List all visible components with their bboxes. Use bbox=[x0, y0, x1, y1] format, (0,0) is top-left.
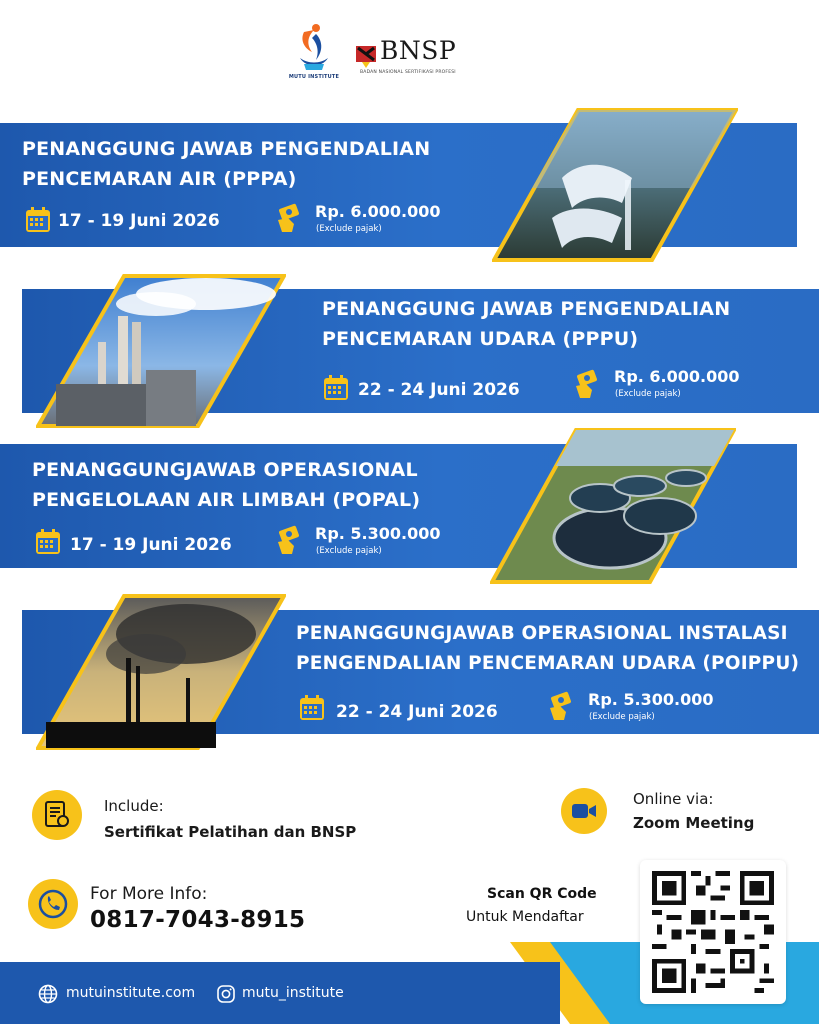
course-title-poippu: PENANGGUNGJAWAB OPERASIONAL INSTALASI PENGENDALIAN PENCEMARAN UDARA (POIPPU) bbox=[296, 623, 800, 674]
contact-phone[interactable]: 0817-7043-8915 bbox=[90, 907, 306, 933]
money-icon bbox=[572, 368, 602, 400]
course-price-note: (Exclude pajak) bbox=[316, 224, 382, 234]
course-date: 17 - 19 Juni 2026 bbox=[58, 211, 220, 231]
contact-label: For More Info: bbox=[90, 884, 208, 904]
mutu-institute-label: MUTU INSTITUTE bbox=[288, 74, 340, 80]
course-price-note: (Exclude pajak) bbox=[316, 546, 382, 556]
qr-label-scan: Scan QR Code bbox=[487, 886, 597, 902]
include-value: Sertifikat Pelatihan dan BNSP bbox=[104, 823, 357, 841]
qr-label-register: Untuk Mendaftar bbox=[466, 909, 584, 925]
calendar-icon bbox=[322, 374, 350, 402]
course-title-pppa: PENANGGUNG JAWAB PENGENDALIAN PENCEMARAN AIR (PPPA) bbox=[22, 138, 431, 190]
mutu-institute-logo bbox=[286, 22, 342, 82]
footer-instagram[interactable]: mutu_institute bbox=[242, 985, 344, 1001]
bnsp-subtitle: BADAN NASIONAL SERTIFIKASI PROFESI bbox=[360, 70, 456, 75]
money-icon bbox=[546, 690, 576, 722]
include-label: Include: bbox=[104, 797, 164, 815]
air-pollution-photo bbox=[36, 594, 286, 750]
course-title-popal: PENANGGUNGJAWAB OPERASIONAL PENGELOLAAN AIR LIMBAH (POPAL) bbox=[32, 459, 421, 511]
qr-code-pattern bbox=[652, 870, 774, 994]
instagram-icon bbox=[216, 984, 236, 1004]
certificate-icon bbox=[43, 800, 71, 830]
calendar-icon bbox=[298, 694, 326, 722]
bnsp-wordmark: BNSP bbox=[380, 36, 457, 65]
globe-icon bbox=[38, 984, 58, 1004]
course-date: 22 - 24 Juni 2026 bbox=[358, 380, 520, 400]
money-icon bbox=[274, 202, 304, 234]
footer-website[interactable]: mutuinstitute.com bbox=[66, 985, 196, 1001]
course-price: Rp. 6.000.000 bbox=[614, 367, 740, 386]
certificate-icon-bg bbox=[32, 790, 82, 840]
money-icon bbox=[274, 524, 304, 556]
phone-icon bbox=[38, 889, 68, 919]
course-price: Rp. 5.300.000 bbox=[588, 690, 714, 709]
footer-bar bbox=[0, 962, 560, 1024]
course-date: 22 - 24 Juni 2026 bbox=[336, 702, 498, 722]
online-value: Zoom Meeting bbox=[633, 814, 755, 832]
phone-icon-bg bbox=[28, 879, 78, 929]
video-camera-icon bbox=[571, 801, 597, 821]
calendar-icon bbox=[34, 528, 62, 556]
calendar-icon bbox=[24, 206, 52, 234]
factory-chimney-photo bbox=[36, 274, 286, 428]
video-icon-bg bbox=[561, 788, 607, 834]
course-price-note: (Exclude pajak) bbox=[589, 712, 655, 722]
course-date: 17 - 19 Juni 2026 bbox=[70, 535, 232, 555]
logo-bar bbox=[0, 22, 819, 84]
online-label: Online via: bbox=[633, 790, 714, 808]
water-sampling-photo bbox=[492, 108, 738, 262]
course-price-note: (Exclude pajak) bbox=[615, 389, 681, 399]
course-price: Rp. 6.000.000 bbox=[315, 202, 441, 221]
qr-code[interactable] bbox=[640, 860, 786, 1004]
wastewater-plant-photo bbox=[490, 428, 736, 584]
course-title-pppu: PENANGGUNG JAWAB PENGENDALIAN PENCEMARAN UDARA (PPPU) bbox=[322, 298, 731, 350]
course-price: Rp. 5.300.000 bbox=[315, 524, 441, 543]
